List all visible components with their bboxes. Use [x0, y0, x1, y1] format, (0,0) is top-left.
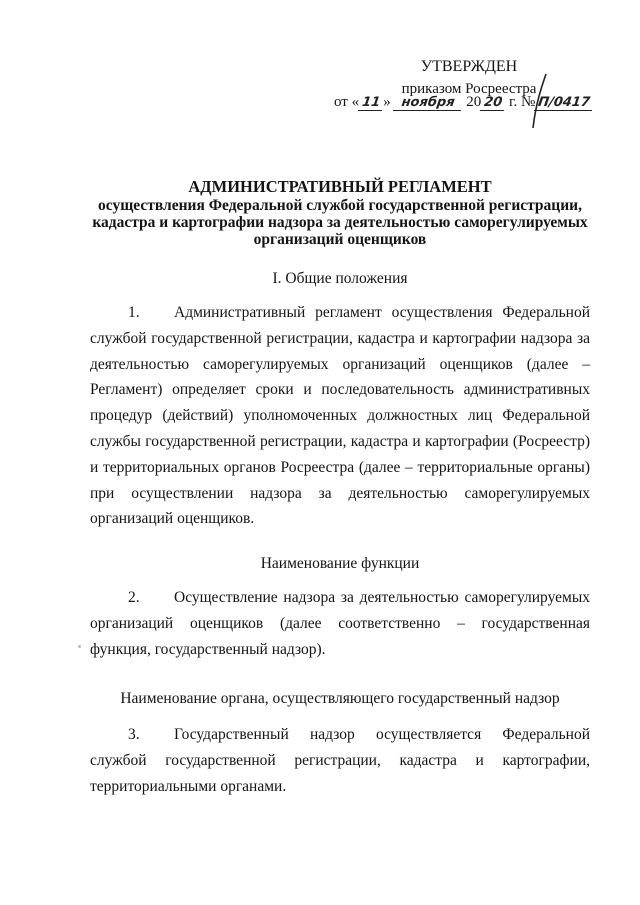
- handwritten-year: 20: [480, 95, 506, 111]
- handwritten-number: П/0417: [534, 95, 594, 111]
- paragraph-number: 2.: [128, 589, 140, 606]
- document-title: [90, 178, 590, 248]
- date-mid: »: [383, 94, 391, 110]
- heading-function-name: Наименование функции: [260, 555, 420, 572]
- approval-by: приказом Росреестра: [401, 81, 537, 97]
- paragraph-text: Государственный надзор осуществляется Федеральной службой государственной регистрации, кадастра и картографии, территориальными органами.: [90, 726, 590, 795]
- paragraph-1: [90, 300, 590, 532]
- date-prefix: от «: [334, 94, 360, 110]
- title-main: АДМИНИСТРАТИВНЫЙ РЕГЛАМЕНТ: [188, 177, 492, 196]
- pen-stroke-mark: [530, 72, 550, 130]
- approval-title: УТВЕРЖДЕН: [420, 58, 518, 75]
- paragraph-3: [90, 722, 590, 799]
- scan-speck: [78, 645, 81, 648]
- year-prefix: 20: [466, 94, 482, 110]
- paragraph-number: 3.: [128, 726, 140, 743]
- handwritten-day: 11: [358, 95, 384, 111]
- handwritten-month: ноября: [393, 95, 463, 111]
- paragraph-text: Осуществление надзора за деятельностью саморегулируемых организаций оценщиков (далее соответственно – государственная функция, государственный надзор).: [90, 589, 590, 658]
- approval-date-line: [334, 94, 604, 111]
- paragraph-2: [90, 585, 590, 662]
- number-prefix: г. №: [509, 94, 536, 110]
- title-sub: осуществления Федеральной службой государственной регистрации, кадастра и картографии надзора за деятельностью саморегулируемых организаций оценщиков: [92, 197, 588, 248]
- paragraph-number: 1.: [128, 304, 140, 321]
- section-heading-general: I. Общие положения: [272, 270, 408, 287]
- heading-supervisory-body: Наименование органа, осуществляющего государственный надзор: [120, 690, 560, 707]
- paragraph-text: Административный регламент осуществления Федеральной службой государственной регистрации, кадастра и картографии надзора за деятельностью саморегулируемых организаций оценщиков (далее – Регламент) определяет сроки и последовательность административных процедур (действий) уполномоченных должностных лиц Федеральной службы государственной регистрации, кадастра и картографии (Росреестр) и территориальных органов Росреестра (далее – территориальные органы) при осуществлении надзора за деятельностью саморегулируемых организаций оценщиков.: [90, 304, 590, 528]
